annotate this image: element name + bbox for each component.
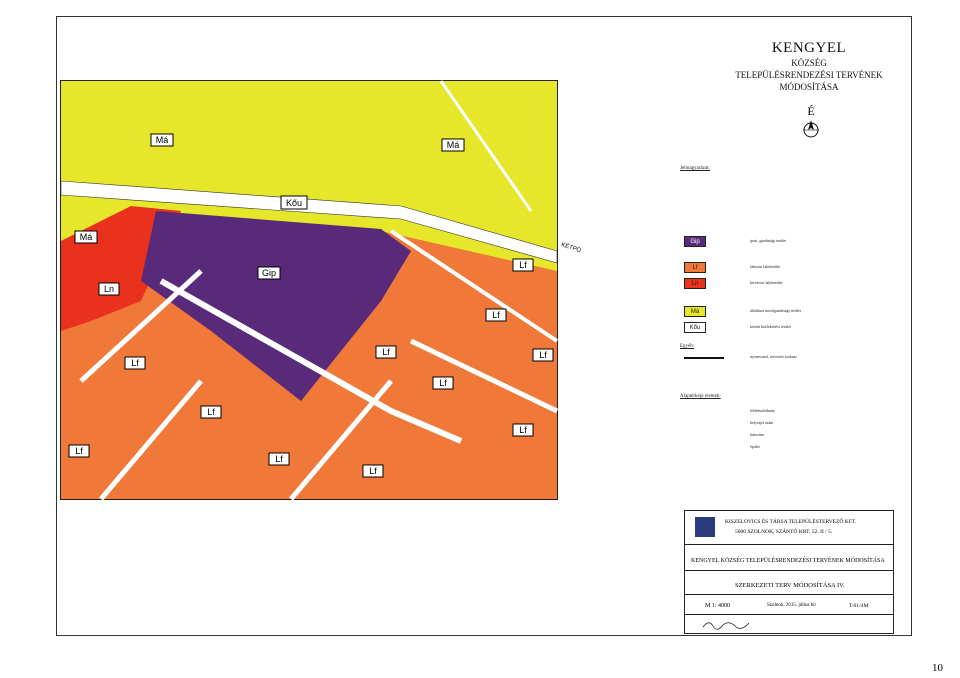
legend-label: általános mezőgazdasági terület bbox=[750, 308, 801, 313]
zoning-map bbox=[60, 80, 582, 500]
zone-label: Lf bbox=[539, 350, 547, 360]
legend-heading: Jelmagyarázat: bbox=[680, 166, 710, 171]
legend-item bbox=[680, 406, 894, 418]
legend bbox=[680, 166, 894, 506]
zone-label: Lf bbox=[519, 425, 527, 435]
legend-symbol: Kőu bbox=[684, 322, 706, 333]
firm-address: 5000 SZOLNOK, SZÁNTÓ KRT. 52. II / 5. bbox=[735, 529, 833, 535]
sheet-title-row bbox=[685, 571, 893, 595]
legend-item bbox=[680, 236, 894, 248]
zone-label: Lf bbox=[369, 466, 377, 476]
signature bbox=[701, 617, 751, 631]
zone-label: Lf bbox=[75, 446, 83, 456]
title-line-1: KÖZSÉG bbox=[791, 58, 827, 68]
zoning-map-drawing bbox=[61, 81, 582, 499]
municipality-name: KENGYEL bbox=[771, 40, 847, 56]
legend-item bbox=[680, 322, 894, 334]
zone-label: Má bbox=[79, 232, 93, 242]
north-label: É bbox=[807, 104, 815, 118]
legend-symbol: Má bbox=[684, 306, 706, 317]
zone-label: Lf bbox=[207, 407, 215, 417]
map-title bbox=[734, 40, 884, 93]
sheet-title: SZERKEZETI TERV MÓDOSÍTÁSA IV. bbox=[735, 582, 845, 589]
sheet-number: T-01/4M bbox=[849, 603, 869, 609]
zone-label: Má bbox=[446, 140, 460, 150]
legend-label: házszám bbox=[750, 432, 764, 437]
legend-label: ipari, gazdasági terület bbox=[750, 238, 787, 243]
project-name: KENGYEL KÖZSÉG TELEPÜLÉSRENDEZÉSI TERVÉNEK MÓDOSÍTÁSA bbox=[691, 558, 885, 564]
legend-label: nyomvonal, tervezett szakasz bbox=[750, 354, 797, 359]
title-box bbox=[684, 510, 894, 634]
planned-line-icon bbox=[684, 357, 724, 359]
date: Szolnok, 2015. július hó bbox=[767, 603, 816, 608]
zone-label: Lf bbox=[275, 454, 283, 464]
scale: M 1: 4000 bbox=[705, 603, 731, 609]
page-number: 10 bbox=[932, 662, 943, 674]
legend-item bbox=[680, 442, 894, 454]
road-name-label: KÉTPÓ bbox=[560, 242, 582, 255]
zone-label: Lf bbox=[519, 260, 527, 270]
project-row bbox=[685, 545, 893, 571]
legend-label: helyrajzi szám bbox=[750, 420, 774, 425]
firm-name: KISZELOVICS ÉS TÁRSA TELEPÜLÉSTERVEZŐ KFT. bbox=[725, 519, 857, 525]
zone-label: Gip bbox=[261, 268, 277, 278]
zone-label: Lf bbox=[492, 310, 500, 320]
legend-item bbox=[680, 262, 894, 274]
legend-label: falusias lakóterület bbox=[750, 264, 781, 269]
legend-symbol: Lf bbox=[684, 262, 706, 273]
zone-label: Kőu bbox=[285, 198, 303, 208]
zone-label: Lf bbox=[131, 358, 139, 368]
legend-label: épület bbox=[750, 444, 760, 449]
legend-item bbox=[680, 352, 894, 364]
base-heading: Alaptérképi elemek: bbox=[680, 394, 721, 399]
title-line-3: MÓDOSÍTÁSA bbox=[779, 82, 839, 92]
legend-label: kisvárosi lakóterület bbox=[750, 280, 783, 285]
legend-item bbox=[680, 430, 894, 442]
legend-item bbox=[680, 278, 894, 290]
legend-symbol: Ln bbox=[684, 278, 706, 289]
zone-label: Ln bbox=[103, 284, 115, 294]
title-line-2: TELEPÜLÉSRENDEZÉSI TERVÉNEK bbox=[735, 70, 883, 80]
compass-icon bbox=[800, 119, 822, 141]
firm-logo bbox=[695, 517, 715, 537]
legend-label: közúti közlekedési terület bbox=[750, 324, 792, 329]
other-heading: Egyéb: bbox=[680, 344, 695, 349]
firm-row bbox=[685, 511, 893, 545]
legend-item bbox=[680, 306, 894, 318]
zone-label: Lf bbox=[439, 378, 447, 388]
legend-label: földrészlethatár bbox=[750, 408, 775, 413]
legend-symbol: Gip bbox=[684, 236, 706, 247]
zone-label: Lf bbox=[382, 347, 390, 357]
legend-item bbox=[680, 418, 894, 430]
north-arrow bbox=[800, 104, 822, 145]
zone-label: Má bbox=[155, 135, 169, 145]
meta-row bbox=[685, 595, 893, 615]
